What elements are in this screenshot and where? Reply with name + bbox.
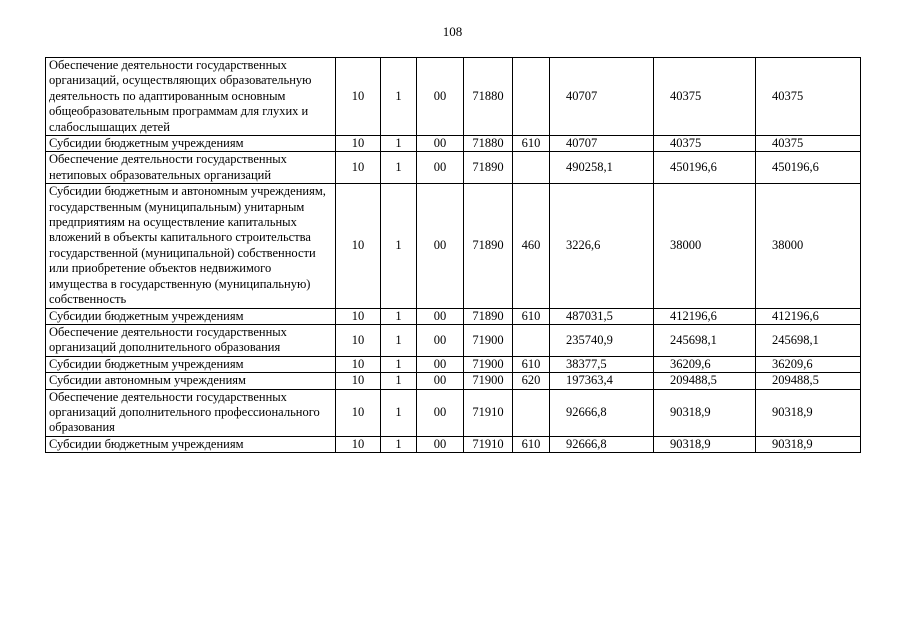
section-code: 10 — [336, 184, 381, 308]
amount-year-1: 3226,6 — [550, 184, 654, 308]
program-code: 00 — [417, 356, 464, 372]
row-description: Обеспечение деятельности государственных нетиповых образовательных организаций — [46, 152, 336, 184]
item-code: 71900 — [464, 356, 513, 372]
item-code: 71890 — [464, 152, 513, 184]
row-description: Субсидии бюджетным учреждениям — [46, 436, 336, 452]
expense-type-code — [513, 152, 550, 184]
item-code: 71880 — [464, 136, 513, 152]
expense-type-code: 610 — [513, 136, 550, 152]
expense-type-code: 620 — [513, 373, 550, 389]
expense-type-code: 610 — [513, 356, 550, 372]
table-row — [46, 436, 861, 452]
amount-year-3: 450196,6 — [756, 152, 861, 184]
program-code: 00 — [417, 184, 464, 308]
subsection-code: 1 — [381, 373, 417, 389]
amount-year-1: 40707 — [550, 136, 654, 152]
amount-year-3: 245698,1 — [756, 324, 861, 356]
amount-year-2: 209488,5 — [654, 373, 756, 389]
amount-year-2: 90318,9 — [654, 389, 756, 436]
amount-year-1: 40707 — [550, 58, 654, 136]
expense-type-code: 610 — [513, 436, 550, 452]
expense-type-code — [513, 324, 550, 356]
subsection-code: 1 — [381, 58, 417, 136]
amount-year-2: 40375 — [654, 136, 756, 152]
amount-year-3: 38000 — [756, 184, 861, 308]
row-description: Субсидии бюджетным и автономным учреждениям, государственным (муниципальным) унитарным предприятиям на осуществление капитальных вложений в объекты капитального строительства государственной (муниципальной) собственности или приобретение объектов недвижимого имущества в государственную (муниципальную) собственность — [46, 184, 336, 308]
program-code: 00 — [417, 152, 464, 184]
section-code: 10 — [336, 58, 381, 136]
amount-year-1: 197363,4 — [550, 373, 654, 389]
amount-year-3: 412196,6 — [756, 308, 861, 324]
amount-year-1: 92666,8 — [550, 436, 654, 452]
amount-year-3: 90318,9 — [756, 389, 861, 436]
program-code: 00 — [417, 58, 464, 136]
item-code: 71890 — [464, 308, 513, 324]
subsection-code: 1 — [381, 436, 417, 452]
program-code: 00 — [417, 136, 464, 152]
expense-type-code: 610 — [513, 308, 550, 324]
program-code: 00 — [417, 324, 464, 356]
amount-year-2: 412196,6 — [654, 308, 756, 324]
row-description: Субсидии бюджетным учреждениям — [46, 356, 336, 372]
row-description: Обеспечение деятельности государственных организаций дополнительного профессионального образования — [46, 389, 336, 436]
amount-year-3: 90318,9 — [756, 436, 861, 452]
amount-year-2: 450196,6 — [654, 152, 756, 184]
item-code: 71890 — [464, 184, 513, 308]
table-row — [46, 373, 861, 389]
row-description: Обеспечение деятельности государственных организаций дополнительного образования — [46, 324, 336, 356]
page-number: 108 — [442, 24, 463, 39]
item-code: 71900 — [464, 373, 513, 389]
amount-year-1: 92666,8 — [550, 389, 654, 436]
subsection-code: 1 — [381, 389, 417, 436]
row-description: Субсидии автономным учреждениям — [46, 373, 336, 389]
subsection-code: 1 — [381, 308, 417, 324]
table-row — [46, 324, 861, 356]
amount-year-3: 40375 — [756, 58, 861, 136]
row-description: Обеспечение деятельности государственных организаций, осуществляющих образовательную деятельность по адаптированным основным общеобразовательным программам для глухих и слабослышащих детей — [46, 58, 336, 136]
amount-year-2: 40375 — [654, 58, 756, 136]
subsection-code: 1 — [381, 184, 417, 308]
amount-year-1: 490258,1 — [550, 152, 654, 184]
table-row — [46, 184, 861, 308]
program-code: 00 — [417, 308, 464, 324]
section-code: 10 — [336, 324, 381, 356]
expense-type-code — [513, 389, 550, 436]
table-row — [46, 152, 861, 184]
table-row — [46, 308, 861, 324]
subsection-code: 1 — [381, 324, 417, 356]
table-row — [46, 58, 861, 136]
expense-type-code: 460 — [513, 184, 550, 308]
section-code: 10 — [336, 389, 381, 436]
amount-year-3: 36209,6 — [756, 356, 861, 372]
item-code: 71880 — [464, 58, 513, 136]
amount-year-2: 90318,9 — [654, 436, 756, 452]
program-code: 00 — [417, 373, 464, 389]
subsection-code: 1 — [381, 136, 417, 152]
amount-year-3: 40375 — [756, 136, 861, 152]
amount-year-2: 245698,1 — [654, 324, 756, 356]
table-row — [46, 389, 861, 436]
section-code: 10 — [336, 152, 381, 184]
section-code: 10 — [336, 373, 381, 389]
amount-year-2: 38000 — [654, 184, 756, 308]
item-code: 71910 — [464, 389, 513, 436]
row-description: Субсидии бюджетным учреждениям — [46, 136, 336, 152]
program-code: 00 — [417, 389, 464, 436]
section-code: 10 — [336, 136, 381, 152]
program-code: 00 — [417, 436, 464, 452]
section-code: 10 — [336, 308, 381, 324]
section-code: 10 — [336, 356, 381, 372]
item-code: 71900 — [464, 324, 513, 356]
amount-year-3: 209488,5 — [756, 373, 861, 389]
table-row — [46, 136, 861, 152]
subsection-code: 1 — [381, 356, 417, 372]
expense-type-code — [513, 58, 550, 136]
amount-year-1: 487031,5 — [550, 308, 654, 324]
subsection-code: 1 — [381, 152, 417, 184]
section-code: 10 — [336, 436, 381, 452]
row-description: Субсидии бюджетным учреждениям — [46, 308, 336, 324]
amount-year-1: 38377,5 — [550, 356, 654, 372]
budget-table — [45, 57, 861, 453]
amount-year-1: 235740,9 — [550, 324, 654, 356]
table-body — [46, 58, 861, 453]
table-row — [46, 356, 861, 372]
item-code: 71910 — [464, 436, 513, 452]
amount-year-2: 36209,6 — [654, 356, 756, 372]
